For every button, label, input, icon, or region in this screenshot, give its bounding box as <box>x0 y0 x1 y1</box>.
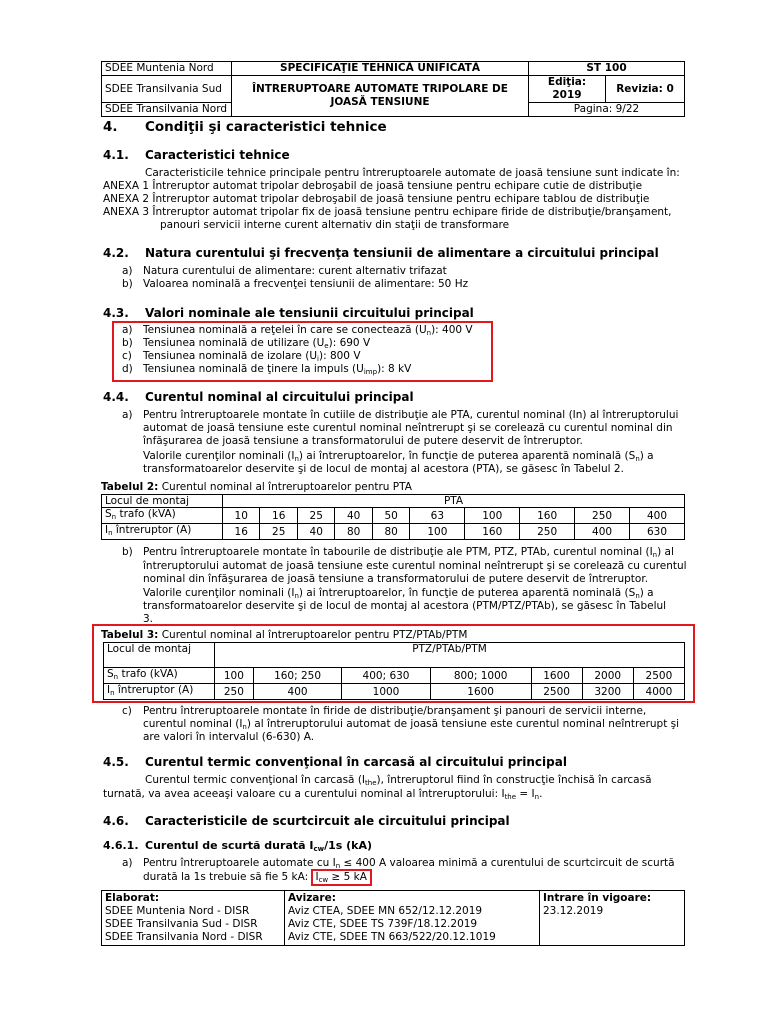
s43-c: Tensiunea nominală de izolare $(U_i)$: 800 V <box>143 350 361 363</box>
s43-d-marker: d) <box>122 363 133 375</box>
s44-a-l5: transformatoarelor deservite şi de locul de montaj al acestora (PTA), se găsesc în Tabelul 2. <box>143 463 624 475</box>
t3-r1-label: $S_n$ trafo (kVA) <box>104 668 215 684</box>
t2-cell: 100 <box>410 524 465 540</box>
section-44-title: Curentul nominal al circuitului principal <box>145 390 414 404</box>
s44-a-l3: înfăşurarea de joasă tensiune a transformatorului de putere deservit de întreruptor. <box>143 435 583 447</box>
table-3-caption: Tabelul 3: Curentul nominal al întreruptoarelor pentru PTZ/PTAb/PTM <box>101 629 468 641</box>
t2-cell: 80 <box>372 524 409 540</box>
t3-head-loc: Locul de montaj <box>104 643 215 668</box>
s43-d: Tensiunea nominală de ţinere la impuls $(U_{imp})$: 8 kV <box>143 363 412 376</box>
section-45-title: Curentul termic convenţional în carcasă al circuitului principal <box>145 755 567 769</box>
section-43-num: 4.3. <box>103 306 129 320</box>
spec-title: SPECIFICAŢIE TEHNICĂ UNIFICATĂ <box>232 62 529 76</box>
s461-a-l2: durată la 1s trebuie să fie 5 kA: $I_{cw} \ge 5$ kA <box>143 871 372 887</box>
t2-cell: 100 <box>465 508 520 524</box>
t3-cell: 160; 250 <box>253 668 341 684</box>
t2-head-val: PTA <box>223 495 685 508</box>
t2-cell: 25 <box>297 508 334 524</box>
t3-cell: 2000 <box>582 668 633 684</box>
t2-cell: 250 <box>575 508 630 524</box>
section-43-title: Valori nominale ale tensiunii circuitului principal <box>145 306 474 320</box>
s44-b-l5: transformatoarelor deservite şi de locul de montaj al acestora (PTM/PTZ/PTAb), se găsesc în Tabelul <box>143 600 667 612</box>
t2-cell: 16 <box>223 524 260 540</box>
s42-a-marker: a) <box>122 265 133 277</box>
edition: Ediţia: 2019 <box>529 76 606 103</box>
section-4-title: Condiţii şi caracteristici tehnice <box>145 119 387 135</box>
t2-r2-label: $I_n$ întreruptor (A) <box>102 524 223 540</box>
s44-b-marker: b) <box>122 546 133 558</box>
t3-cell: 800; 1000 <box>430 668 531 684</box>
table-2-caption: Tabelul 2: Curentul nominal al întreruptoarelor pentru PTA <box>101 481 412 493</box>
table-3 <box>103 642 685 700</box>
document-header <box>101 61 685 117</box>
s43-c-marker: c) <box>122 350 132 362</box>
s43-a: Tensiunea nominală a reţelei în care se conectează $(U_n)$: 400 V <box>143 324 473 337</box>
s41-annex-3: ANEXA 3 Întreruptor automat tripolar fix de joasă tensiune pentru echipare firide de distribuţie/branşament, <box>103 206 672 218</box>
section-42-title: Natura curentului şi frecvenţa tensiunii de alimentare a circuitului principal <box>145 246 659 260</box>
table-row <box>104 684 685 700</box>
s44-c-l3: are valori în intervalul (6-630) A. <box>143 731 315 743</box>
t3-r2-label: $I_n$ întreruptor (A) <box>104 684 215 700</box>
section-44-num: 4.4. <box>103 390 129 404</box>
t3-cell: 250 <box>215 684 254 700</box>
s44-c-l2: curentul nominal $(I_n)$ al întreruptorului automat de joasă tensiune este curentul nominal neîntrerupt şi <box>143 718 680 731</box>
t2-cell: 160 <box>465 524 520 540</box>
s43-b: Tensiunea nominală de utilizare $(U_e)$: 690 V <box>143 337 371 350</box>
t2-cell: 50 <box>372 508 409 524</box>
table-row <box>102 524 685 540</box>
s44-a-l2: automat de joasă tensiune este curentul nominal neîntrerupt şi se corelează cu curentul nominal din <box>143 422 673 434</box>
section-41-num: 4.1. <box>103 148 129 162</box>
section-46-num: 4.6. <box>103 814 129 828</box>
t2-head-loc: Locul de montaj <box>102 495 223 508</box>
t3-cell: 1600 <box>430 684 531 700</box>
t2-r1-label: $S_n$ trafo (kVA) <box>102 508 223 524</box>
t3-cell: 100 <box>215 668 254 684</box>
s44-a-l4: Valorile curenţilor nominali $(I_n)$ ai întreruptoarelor, în funcţie de puterea aparentă nominală $(S_n)$ a <box>143 450 654 463</box>
s44-b-l4: Valorile curenţilor nominali $(I_n)$ ai întreruptoarelor, în funcţie de puterea aparentă nominală $(S_n)$ a <box>143 587 654 600</box>
spec-code: ST 100 <box>529 62 685 76</box>
s42-a: Natura curentului de alimentare: curent alternativ trifazat <box>143 265 447 277</box>
t3-cell: 2500 <box>633 668 684 684</box>
t2-cell: 400 <box>629 508 684 524</box>
s45-l1: Curentul termic convenţional în carcasă $(I_{the})$, întreruptorul fiind în construcţie închisă în carcasă <box>145 774 652 787</box>
t2-cell: 250 <box>520 524 575 540</box>
footer-intrare: Intrare în vigoare: 23.12.2019 <box>540 891 685 946</box>
t3-cell: 400 <box>253 684 341 700</box>
org-2: SDEE Transilvania Sud <box>102 76 232 103</box>
section-461-num: 4.6.1. <box>103 839 139 852</box>
s44-a-marker: a) <box>122 409 133 421</box>
s43-b-marker: b) <box>122 337 133 349</box>
t2-cell: 160 <box>520 508 575 524</box>
table-row <box>102 508 685 524</box>
t3-cell: 2500 <box>531 684 582 700</box>
s44-b-l6: 3. <box>143 613 154 625</box>
section-45-num: 4.5. <box>103 755 129 769</box>
s45-l2: turnată, va avea aceeaşi valoare cu a curentului nominal al întreruptorului: $I_{the} = I_n$. <box>103 788 543 801</box>
t2-cell: 40 <box>297 524 334 540</box>
t2-cell: 63 <box>410 508 465 524</box>
section-461-title: Curentul de scurtă durată $I_{cw}/1s$ (kA) <box>145 839 373 853</box>
s44-b-l3: nominal din înfăşurarea de joasă tensiune a transformatorului de putere deservit de întreruptor. <box>143 573 649 585</box>
s42-b: Valoarea nominală a frecvenţei tensiunii de alimentare: 50 Hz <box>143 278 469 290</box>
approval-footer <box>101 890 685 946</box>
section-41-title: Caracteristici tehnice <box>145 148 290 162</box>
t2-cell: 25 <box>260 524 297 540</box>
org-1: SDEE Muntenia Nord <box>102 62 232 76</box>
t3-cell: 1000 <box>342 684 430 700</box>
t2-cell: 630 <box>629 524 684 540</box>
revision: Revizia: 0 <box>606 76 685 103</box>
t2-cell: 10 <box>223 508 260 524</box>
t2-cell: 400 <box>575 524 630 540</box>
page-number: Pagina: 9/22 <box>529 103 685 117</box>
s41-annex-1: ANEXA 1 Întreruptor automat tripolar debroşabil de joasă tensiune pentru echipare cutie de distribuţie <box>103 180 643 192</box>
t3-cell: 3200 <box>582 684 633 700</box>
t2-cell: 80 <box>335 524 372 540</box>
footer-elaborat: Elaborat: SDEE Muntenia Nord - DISR SDEE Transilvania Sud - DISR SDEE Transilvania Nord - DISR <box>102 891 285 946</box>
t3-cell: 4000 <box>633 684 684 700</box>
section-42-num: 4.2. <box>103 246 129 260</box>
s44-b-l1: Pentru întreruptoarele montate în tabourile de distribuţie ale PTM, PTZ, PTAb, curentul nominal $(I_n)$ al <box>143 546 674 559</box>
t2-cell: 40 <box>335 508 372 524</box>
s44-c-marker: c) <box>122 705 132 717</box>
section-46-title: Caracteristicile de scurtcircuit ale circuitului principal <box>145 814 510 828</box>
t3-cell: 1600 <box>531 668 582 684</box>
s44-b-l2: întreruptorului automat de joasă tensiune este curentul nominal neîntrerupt şi se corelează cu curentul <box>143 560 687 572</box>
s44-c-l1: Pentru întreruptoarele montate în firide de distribuţie/branşament şi panouri de servicii interne, <box>143 705 647 717</box>
section-4-num: 4. <box>103 119 118 135</box>
s461-a-l1: Pentru întreruptoarele automate cu $I_n \le 400$ A valoarea minimă a curentului de scurtcircuit de scurtă <box>143 857 675 870</box>
s41-annex-2: ANEXA 2 Întreruptor automat tripolar debroşabil de joasă tensiune pentru echipare tablou de distribuţie <box>103 193 650 205</box>
t2-cell: 16 <box>260 508 297 524</box>
highlight-box-icw: $I_{cw} \ge 5$ kA <box>311 869 371 886</box>
footer-avizare: Avizare: Aviz CTEA, SDEE MN 652/12.12.2019 Aviz CTE, SDEE TS 739F/18.12.2019 Aviz CTE, SDEE TN 663/522/20.12.1019 <box>285 891 540 946</box>
spec-subtitle: ÎNTRERUPTOARE AUTOMATE TRIPOLARE DE JOASĂ TENSIUNE <box>232 76 529 117</box>
t3-cell: 400; 630 <box>342 668 430 684</box>
table-2 <box>101 494 685 540</box>
table-row <box>104 668 685 684</box>
org-3: SDEE Transilvania Nord <box>102 103 232 117</box>
s42-b-marker: b) <box>122 278 133 290</box>
s461-a-marker: a) <box>122 857 133 869</box>
s41-annex-3b: panouri servicii interne curent alternativ din staţii de transformare <box>160 219 510 231</box>
t3-head-val: PTZ/PTAb/PTM <box>215 643 685 668</box>
s44-a-l1: Pentru întreruptoarele montate în cutiile de distribuţie ale PTA, curentul nominal (In) al întreruptorului <box>143 409 679 421</box>
s43-a-marker: a) <box>122 324 133 336</box>
s41-intro: Caracteristicile tehnice principale pentru întreruptoarele automate de joasă tensiune sunt indicate în: <box>145 167 680 179</box>
